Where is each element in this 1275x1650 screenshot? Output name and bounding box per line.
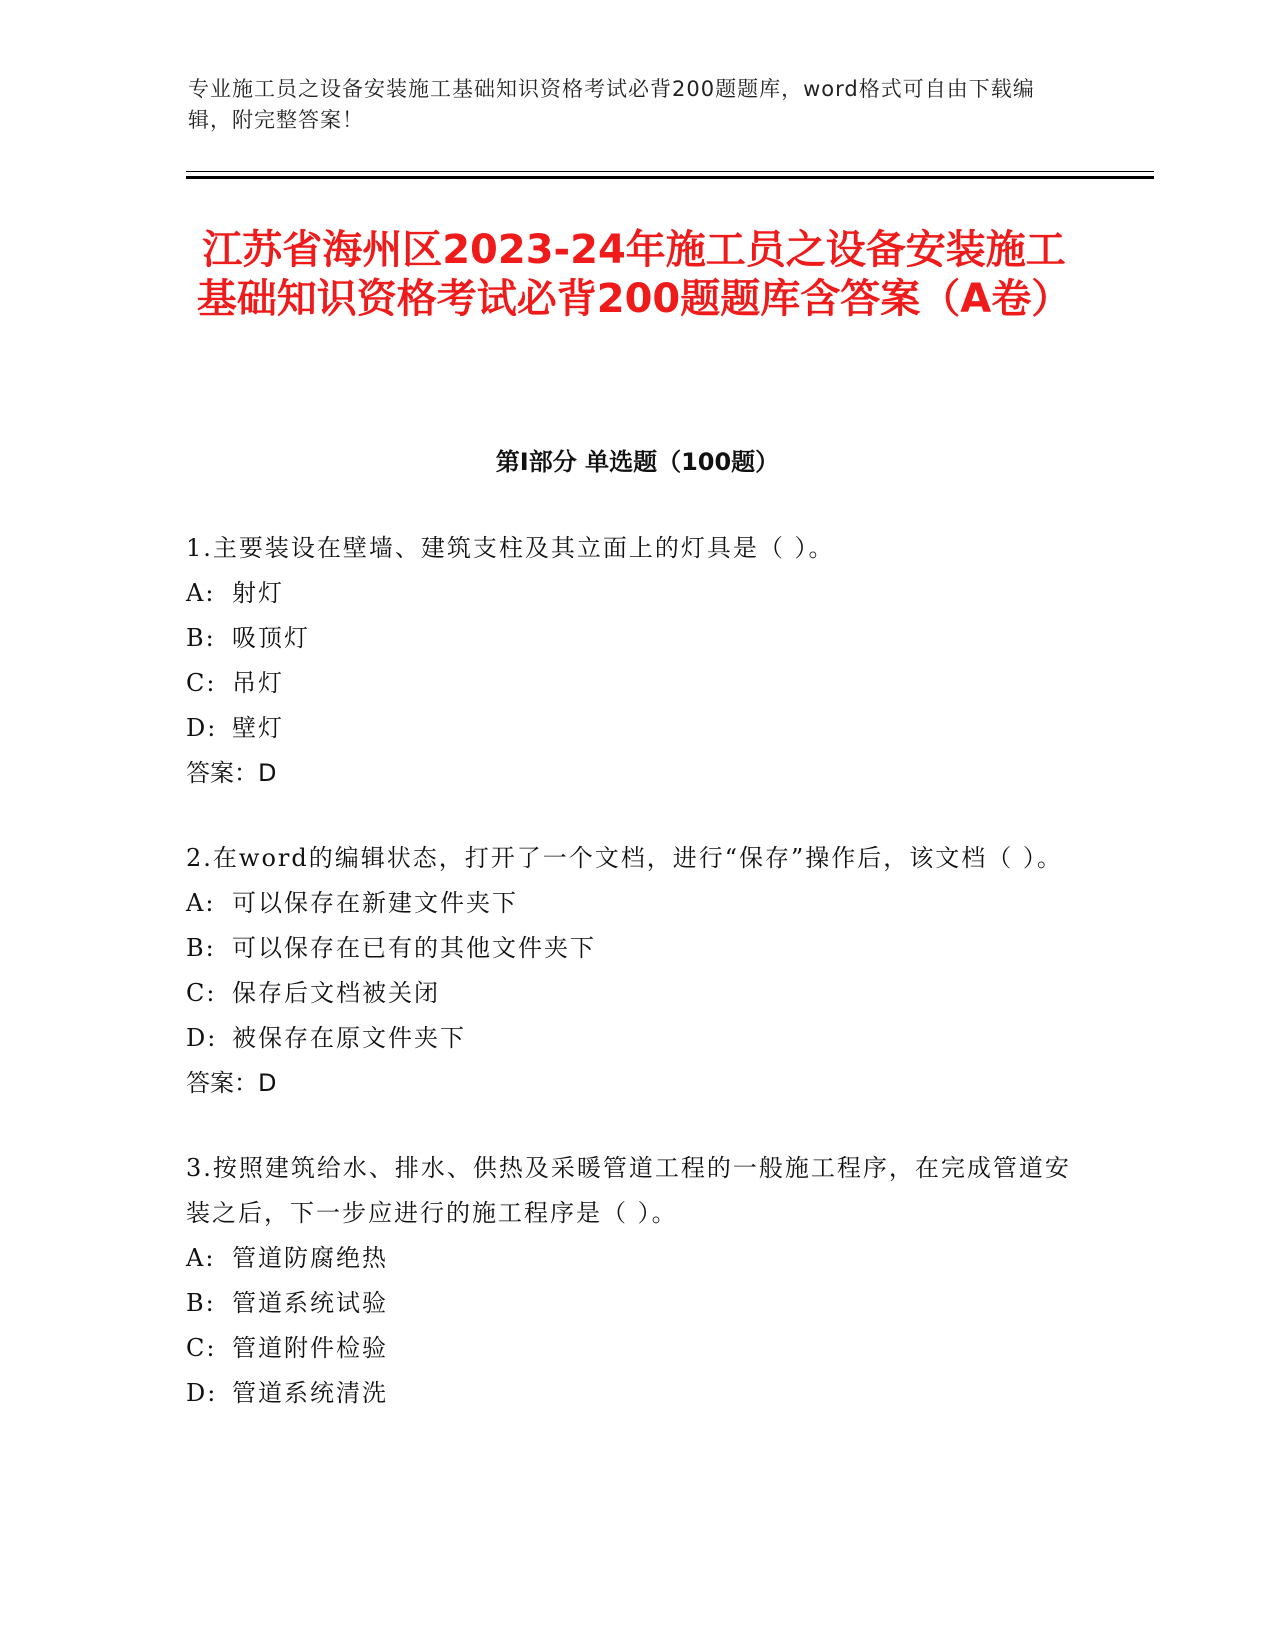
option-c — [186, 661, 1086, 706]
option-a — [186, 571, 1086, 616]
option-text: 可以保存在已有的其他文件夹下 — [232, 934, 596, 962]
question-stem: 3.按照建筑给水、排水、供热及采暖管道工程的一般施工程序，在完成管道安装之后，下一步应进行的施工程序是（ ）。 — [186, 1154, 1071, 1227]
option-c — [186, 1326, 1086, 1371]
option-d — [186, 1016, 1086, 1061]
option-key: D: — [186, 1379, 218, 1407]
option-text: 壁灯 — [232, 714, 284, 742]
option-a — [186, 881, 1086, 926]
option-key: A: — [186, 579, 216, 607]
option-key: C: — [186, 1334, 217, 1362]
option-key: D: — [186, 1024, 218, 1052]
option-b — [186, 1281, 1086, 1326]
option-b — [186, 926, 1086, 971]
option-key: C: — [186, 669, 217, 697]
option-key: B: — [186, 934, 216, 962]
option-text: 保存后文档被关闭 — [232, 979, 440, 1007]
option-key: B: — [186, 624, 216, 652]
question-list — [186, 526, 1086, 1456]
header-note: 专业施工员之设备安装施工基础知识资格考试必背200题题库，word格式可自由下载编辑，附完整答案！ — [188, 77, 1035, 132]
section-heading: 第Ⅰ部分 单选题（100题） — [495, 448, 780, 476]
option-text: 射灯 — [232, 579, 284, 607]
option-key: A: — [186, 1244, 216, 1272]
question-stem: 2.在word的编辑状态，打开了一个文档，进行“保存”操作后，该文档（ ）。 — [186, 844, 1063, 872]
answer-line: 答案：D — [186, 759, 277, 787]
option-text: 管道系统试验 — [232, 1289, 388, 1317]
header-divider-thick — [186, 176, 1154, 179]
option-key: B: — [186, 1289, 216, 1317]
question-stem: 1.主要装设在壁墙、建筑支柱及其立面上的灯具是（ ）。 — [186, 534, 835, 562]
header-divider-thin — [186, 171, 1154, 172]
option-d — [186, 1371, 1086, 1416]
option-a — [186, 1236, 1086, 1281]
option-text: 被保存在原文件夹下 — [232, 1024, 466, 1052]
option-b — [186, 616, 1086, 661]
option-text: 吊灯 — [232, 669, 284, 697]
option-text: 管道系统清洗 — [232, 1379, 388, 1407]
option-key: D: — [186, 714, 218, 742]
option-text: 吸顶灯 — [232, 624, 310, 652]
option-key: A: — [186, 889, 216, 917]
document-title: 江苏省海州区2023-24年施工员之设备安装施工基础知识资格考试必背200题题库含答案（A卷） — [196, 227, 1072, 322]
answer-line: 答案：D — [186, 1069, 277, 1097]
option-text: 管道防腐绝热 — [232, 1244, 388, 1272]
question-1 — [186, 526, 1086, 796]
option-d — [186, 706, 1086, 751]
question-2 — [186, 836, 1086, 1106]
option-text: 管道附件检验 — [232, 1334, 388, 1362]
option-c — [186, 971, 1086, 1016]
option-key: C: — [186, 979, 217, 1007]
question-3 — [186, 1146, 1086, 1416]
option-text: 可以保存在新建文件夹下 — [232, 889, 518, 917]
